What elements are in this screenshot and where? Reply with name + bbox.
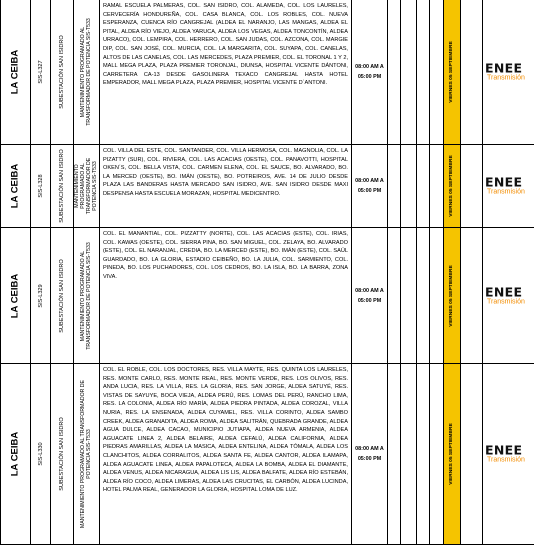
- logo-cell: [482, 145, 534, 227]
- affected-areas-cell: [99, 145, 351, 227]
- circuit-cell: [30, 0, 50, 144]
- empty-cell: [460, 228, 482, 363]
- day-label: VIERNES 05 SEPTIEMBRE: [449, 423, 455, 485]
- schedule-time: 08:00 AM A 05:00 PM: [355, 64, 384, 80]
- affected-areas-cell: [99, 228, 351, 363]
- empty-cell: [460, 145, 482, 227]
- empty-cell: [387, 0, 400, 144]
- day-cell: [443, 0, 460, 144]
- empty-cell: [429, 364, 443, 544]
- circuit-cell: [30, 364, 50, 544]
- circuit-cell: [30, 228, 50, 363]
- affected-areas-text: RAMAL ESCUELA PALMERAS, COL. SAN ISIDRO, COL. ALAMEDA, COL. LOS LAURELES, CERVECERÍA HONDUREÑA, COL. CASA BLANCA, COL. LOS ROBLES, COL. NUEVA ESPERANZA, CUENCA RÍO CANGREJAL (ALDEA EL NARANJO, LAS MANGAS, ALDEA EL PITAL, ALDEA RÍO VIEJO, ALDEA YARUCA, ALDEA LOS VEGAS, ALDEA TONCONTÍN, ALDEA URRACO), COL. LEMPIRA, COL. HERRERO, COL. SAN JUDAS, COL. AZCONA, COL. MARGIE DIP, COL. SAN JOSÉ, COL. MURCIA, COL. LA MARGARITA, COL. SUYAPA, COL. CANELAS, ALTOS DE LAS CANELAS, COL. LAS MERCEDES, PLAZA PREMIER, COL. EL TORONAL 1 Y 2, MALL MEGA PLAZA, PLAZA PREMIER TORONJAL, DIUNSA, HOSPITAL VICENTE DÁNTONI, CARRETERA CA-13 DESDE GASOLINERA TEXACO CANGREJAL HASTA HOTEL EMPERADOR, MALL MEGA PLAZA, PLAZA PREMIER, HOSPITAL VICENTE D´ANTONI.: [103, 3, 348, 87]
- city-label: LA CEIBA: [9, 163, 21, 209]
- schedule-time-cell: [351, 228, 387, 363]
- maintenance-program: MANTENIMIENTO PROGRAMADO AL TRANSFORMADOR DE POTENCIA SIS-T533: [73, 157, 98, 215]
- substation-name: SUBESTACIÓN SAN ISIDRO: [58, 417, 65, 491]
- empty-cell: [429, 0, 443, 144]
- table-row: [0, 0, 534, 145]
- affected-areas-text: COL. VILLA DEL ESTE, COL. SANTANDER, COL. VILLA HERMOSA, COL. MAGNOLIA, COL. LA PIZATTY (SUR), COL. RIVIERA, COL. LAS ACACIAS (OESTE), COL. PANAVOTTI, HOSPITAL OKEN´S, COL. BELLA VISTA, COL. CARMEN ELENA, COL. EL SAUCE, BO. ALVARADO, BO. LA MERCED (OESTE), BO. IMÁN (OESTE), BO. POTREIROS, AVE. 14 DE JULIO DESDE PLAZA LAS BANDERAS HASTA MERCADO SAN ISIDRO, AVE. SAN ISIDRO DESDE MAXI DESPENSA HASTA ESCUELA MORAZAN, HOSPITAL MEDICENTRO.: [103, 148, 348, 197]
- empty-cell: [387, 145, 400, 227]
- empty-cell: [387, 228, 400, 363]
- program-cell: [73, 0, 99, 144]
- day-label: VIERNES 05 SEPTIEMBRE: [449, 264, 455, 327]
- empty-cell: [416, 0, 429, 144]
- day-label: VIERNES 05 SEPTIEMBRE: [449, 155, 455, 217]
- maintenance-program: MANTENIMIENTO PROGRAMADO AL TRANSFORMADOR DE POTENCIA SIS-T533: [79, 241, 92, 350]
- logo-cell: [482, 364, 534, 544]
- substation-name: SUBESTACIÓN SAN ISIDRO: [58, 35, 65, 109]
- empty-cell: [460, 364, 482, 544]
- empty-cell: [400, 228, 416, 363]
- logo-wordmark: ENEE: [485, 60, 523, 76]
- table-row: [0, 364, 534, 545]
- enee-logo: [485, 444, 534, 465]
- city-label: LA CEIBA: [9, 49, 21, 95]
- substation-cell: [50, 228, 73, 363]
- city-cell: [0, 364, 30, 544]
- city-cell: [0, 145, 30, 227]
- circuit-code: SIS-L330: [37, 442, 44, 466]
- day-cell: [443, 364, 460, 544]
- logo-subtitle: Transmisión: [487, 456, 525, 464]
- program-cell: [73, 228, 99, 363]
- maintenance-program: MANTENIMIENTO PROGRAMADO AL TRANSFORMADOR DE POTENCIA SIS-T533: [79, 379, 92, 529]
- empty-cell: [460, 0, 482, 144]
- empty-cell: [429, 145, 443, 227]
- empty-cell: [429, 228, 443, 363]
- empty-cell: [400, 364, 416, 544]
- substation-name: SUBESTACIÓN SAN ISIDRO: [58, 149, 65, 223]
- substation-cell: [50, 0, 73, 144]
- empty-cell: [400, 145, 416, 227]
- schedule-time: 08:00 AM A 05:00 PM: [355, 178, 384, 194]
- logo-subtitle: Transmisión: [487, 188, 525, 196]
- schedule-time-cell: [351, 364, 387, 544]
- logo-cell: [482, 0, 534, 144]
- day-cell: [443, 145, 460, 227]
- city-label: LA CEIBA: [9, 431, 21, 477]
- circuit-code: SIS-L328: [37, 174, 44, 198]
- program-cell: [73, 364, 99, 544]
- table-row: [0, 145, 534, 228]
- enee-logo: [485, 285, 534, 306]
- logo-wordmark: ENEE: [485, 174, 523, 190]
- enee-logo: [485, 176, 534, 197]
- logo-cell: [482, 228, 534, 363]
- empty-cell: [387, 364, 400, 544]
- affected-areas-cell: [99, 0, 351, 144]
- empty-cell: [400, 0, 416, 144]
- logo-subtitle: Transmisión: [487, 74, 525, 82]
- city-label: LA CEIBA: [9, 273, 21, 318]
- substation-name: SUBESTACIÓN SAN ISIDRO: [58, 258, 65, 333]
- substation-cell: [50, 145, 73, 227]
- schedule-time-cell: [351, 0, 387, 144]
- logo-subtitle: Transmisión: [487, 298, 525, 305]
- schedule-time-cell: [351, 145, 387, 227]
- empty-cell: [416, 364, 429, 544]
- affected-areas-cell: [99, 364, 351, 544]
- affected-areas-text: COL. EL ROBLE, COL. LOS DOCTORES, RES. VILLA MAYTE, RES. QUINTA LOS LAURELES, RES. MONTE CARLO, RES. MONTE REAL, RES. MONTE VERDE, RES. LOS OLIVOS, RES. ANDA LUCIA, RES. LA VILLA, RES. LA GLORIA, RES. SAN JORGE, ALDEA SATUYÉ, RES. VISTAS DE SAYUYE, BOCA VIEJA, ALDEA PERÚ, RES. LOMAS DEL PERÚ, RANCHO LIMA, RES. LA COLONIA, ALDEA RÍO MARÍA, ALDEA PIEDRA PINTADA, ALDEA COROZAL, VILLA NURIA, RES. LA ENSENADA, ALDEA CUYAMEL, RES. VILLA CORINTO, ALDEA SAMBO CREEK, ALDEA GRANADITA, ALDEA ROMA, ALDEA SALITRÁN, QUEBRADA GRANDE, ALDEA AGUA DULCE, ALDEA CACAO, MUNICIPIO JUTIAPA, ALDEA NUEVA ARMENIA, ALDEA AGUACATE LINEA 2, ALDEA BELAIRE, ALDEA CEFALÚ, ALDEA CALIFORNIA, ALDEA PIEDRAS AMARILLAS, ALDEA LA MASICA, ALDEA ENTELINA, ALDEA TÓMALA, ALDEA LOS CLANCHITOS, ALDEA CORRALITOS, ALDEA SANTA FE, ALDEA CANTOR, ALDEA ILAMAPA, ALDEA AGUACATE LINEA, ALDEA PAPALOTECA, ALDEA LA BOMBA, ALDEA EL DIAMANTE, ALDEA VENUS, ALDEA NICARAGUA, ALDEA LIS LIS, ALDEA BALFATE, ALDEA RÍO ESTEBÁN, ALDEA RÍO COCO, ALDEA LIMERAS, ALDEA LAS CRUCITAS, EL CARBÓN, ALDEA LUCINDA, HOTEL PALMA REAL, GENERADOR LA GLORIA, HOSPITAL LOMA DE LUZ.: [103, 367, 348, 494]
- program-cell: [73, 145, 99, 227]
- empty-cell: [416, 145, 429, 227]
- circuit-code: SIS-L327: [37, 60, 44, 84]
- circuit-code: SIS-L329: [37, 283, 44, 308]
- logo-wordmark: ENEE: [485, 442, 523, 458]
- table-row: [0, 228, 534, 364]
- enee-logo: [485, 62, 534, 83]
- schedule-time: 08:00 AM A 05:00 PM: [355, 446, 384, 462]
- maintenance-program: MANTENIMIENTO PROGRAMADO AL TRANSFORMADOR DE POTENCIA SIS-T533: [79, 18, 92, 126]
- day-cell: [443, 228, 460, 363]
- logo-wordmark: ENEE: [485, 284, 523, 299]
- empty-cell: [416, 228, 429, 363]
- day-label: VIERNES 05 SEPTIEMBRE: [449, 41, 455, 103]
- affected-areas-text: COL. EL MANANTIAL, COL. PIZZATTY (NORTE), COL. LAS ACACIAS (ESTE), COL. IRIAS, COL. KAWAS (OESTE), COL. SIERRA PINA, BO. SAN MIGUEL, COL. ZELAYA, BO. ALVARADO (ESTE), COL. EL NARANJAL, CREDIA, BO. LA MERCED (ESTE), BO. IMÁN (ESTE), COL. SAÚL GUARDADO, BO. LA GLORIA, ESTADIO CEIBEÑO, BO. LA JULIA, COL. SARMIENTO, COL. PINEDA, BO. LOS PUCHADORES, COL. LOS CEDROS, BO. LA ISLA, BO. LA BARRA, ZONA VIVA.: [103, 231, 348, 280]
- city-cell: [0, 0, 30, 144]
- schedule-time: 08:00 AM A 05:00 PM: [355, 287, 384, 304]
- substation-cell: [50, 364, 73, 544]
- circuit-cell: [30, 145, 50, 227]
- city-cell: [0, 228, 30, 363]
